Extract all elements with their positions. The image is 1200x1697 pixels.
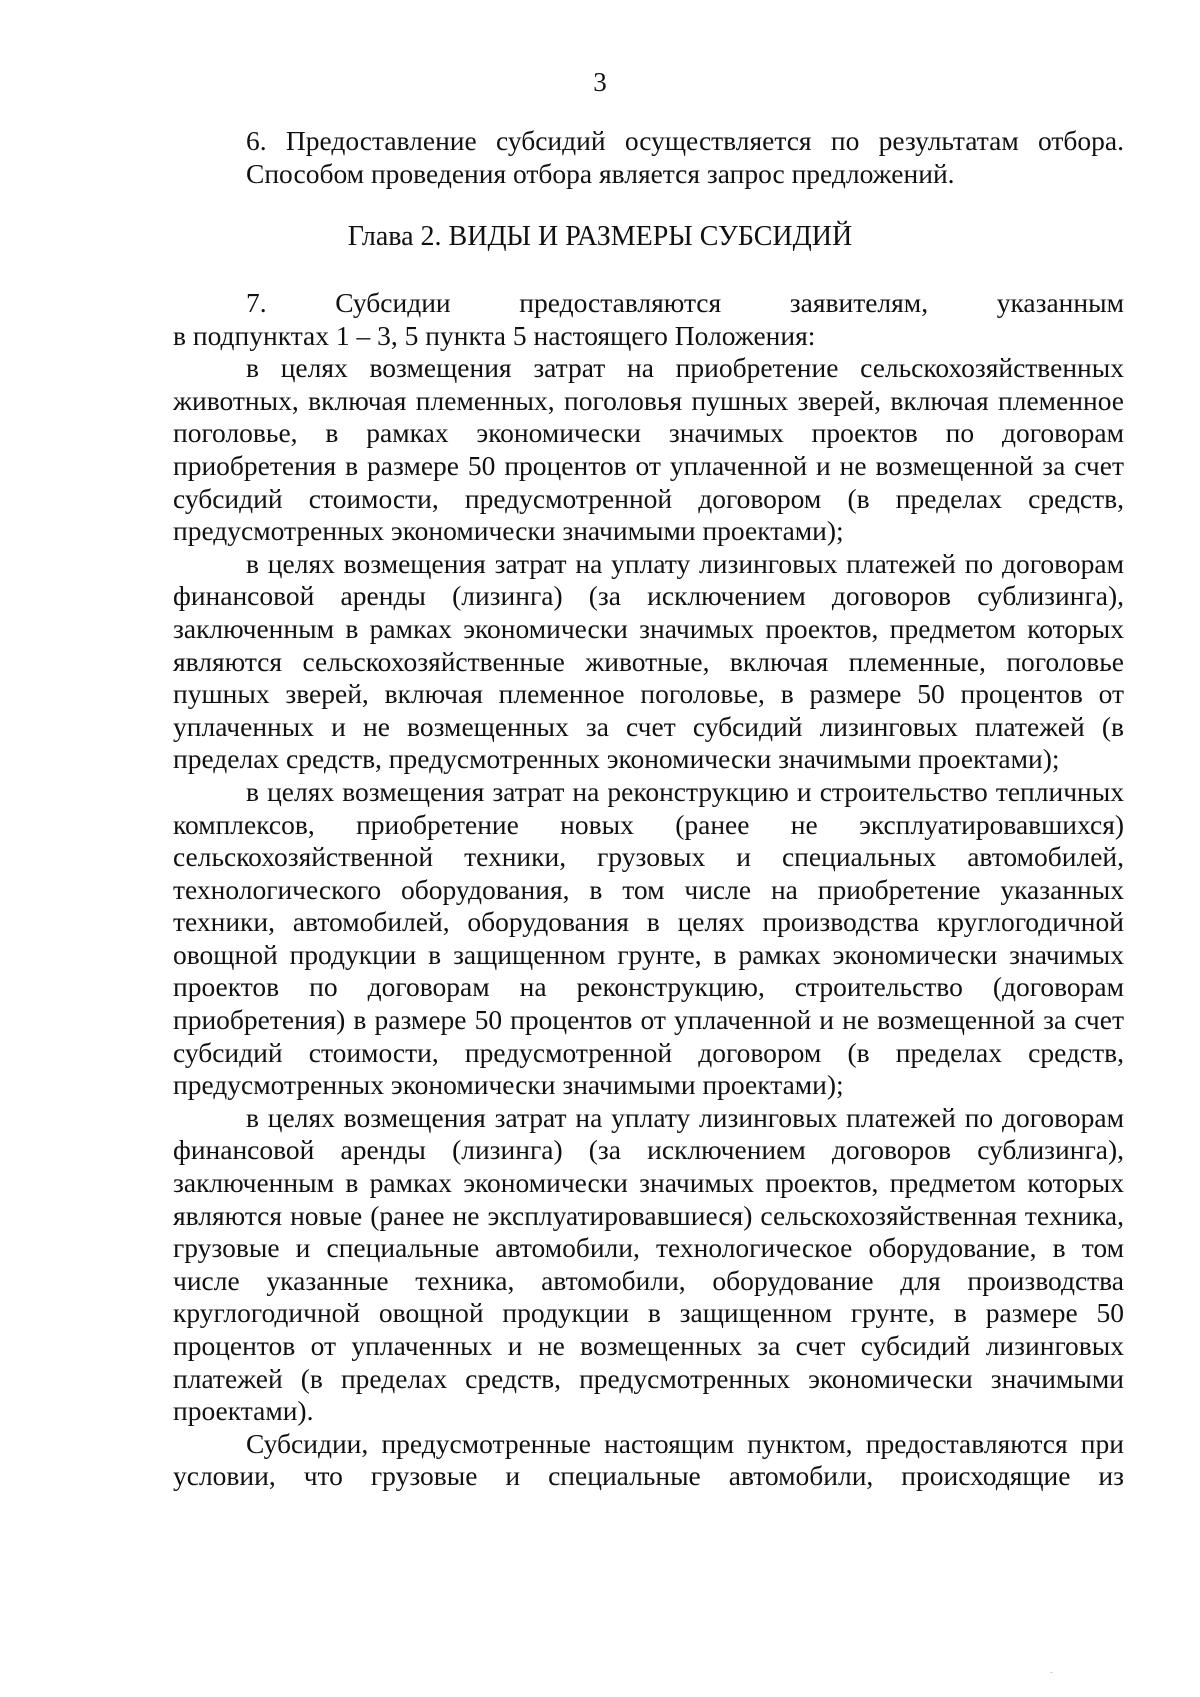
paragraph-7-closing: Субсидии, предусмотренные настоящим пунктом, предоставляются при условии, что грузовые и специальные автомобили, происходящие из (173, 1427, 1124, 1492)
paragraph-7-item-2: в целях возмещения затрат на уплату лизинговых платежей по договорам финансовой аренды (лизинга) (за исключением договоров сублизинга), заключенным в рамках экономически значимых проектов, предметом которых являются сельскохозяйственные животные, включая племенные, поголовье пушных зверей, включая племенное поголовье, в размере 50 процентов от уплаченных и не возмещенных за счет субсидий лизинговых платежей (в пределах средств, предусмотренных экономически значимыми проектами); (173, 547, 1124, 775)
paragraph-6 (173, 125, 1124, 190)
paragraph-7-item-3: в целях возмещения затрат на реконструкцию и строительство тепличных комплексов, приобретение новых (ранее не эксплуатировавшихся) сельскохозяйственной техники, грузовых и специальных автомобилей, технологического оборудования, в том числе на приобретение указанных техники, автомобилей, оборудования в целях производства круглогодичной овощной продукции в защищенном грунте, в рамках экономически значимых проектов по договорам на реконструкцию, строительство (договорам приобретения) в размере 50 процентов от уплаченной и не возмещенной за счет субсидий стоимости, предусмотренной договором (в пределах средств, предусмотренных экономически значимыми проектами); (173, 775, 1124, 1101)
paragraph-7-item-4: в целях возмещения затрат на уплату лизинговых платежей по договорам финансовой аренды (лизинга) (за исключением договоров сублизинга), заключенным в рамках экономически значимых проектов, предметом которых являются новые (ранее не эксплуатировавшиеся) сельскохозяйственная техника, грузовые и специальные автомобили, технологическое оборудование, в том числе указанные техника, автомобили, оборудование для производства круглогодичной овощной продукции в защищенном грунте, в размере 50 процентов от уплаченных и не возмещенных за счет субсидий лизинговых платежей (в пределах средств, предусмотренных экономически значимыми проектами). (173, 1101, 1124, 1427)
paragraph-7-item-1: в целях возмещения затрат на приобретение сельскохозяйственных животных, включая племенных, поголовья пушных зверей, включая племенное поголовье, в рамках экономически значимых проектов по договорам приобретения в размере 50 процентов от уплаченной и не возмещенной за счет субсидий стоимости, предусмотренной договором (в пределах средств, предусмотренных экономически значимыми проектами); (173, 352, 1124, 547)
paragraph-7-intro-line-1: 7. Субсидии предоставляются заявителям, указанным (246, 287, 1124, 318)
chapter-heading: Глава 2. ВИДЫ И РАЗМЕРЫ СУБСИДИЙ (347, 221, 853, 252)
paragraph-6-line-1: 6. Предоставление субсидий осуществляется по результатам отбора. (246, 125, 1124, 156)
paragraph-6-line-2: Способом проведения отбора является запрос предложений. (246, 157, 955, 189)
page-number: 3 (593, 67, 607, 97)
paragraph-7 (173, 287, 1124, 1493)
paragraph-7-intro-line-2: в подпунктах 1 – 3, 5 пункта 5 настоящего Положения: (173, 319, 816, 351)
scan-speck (1050, 1672, 1053, 1673)
